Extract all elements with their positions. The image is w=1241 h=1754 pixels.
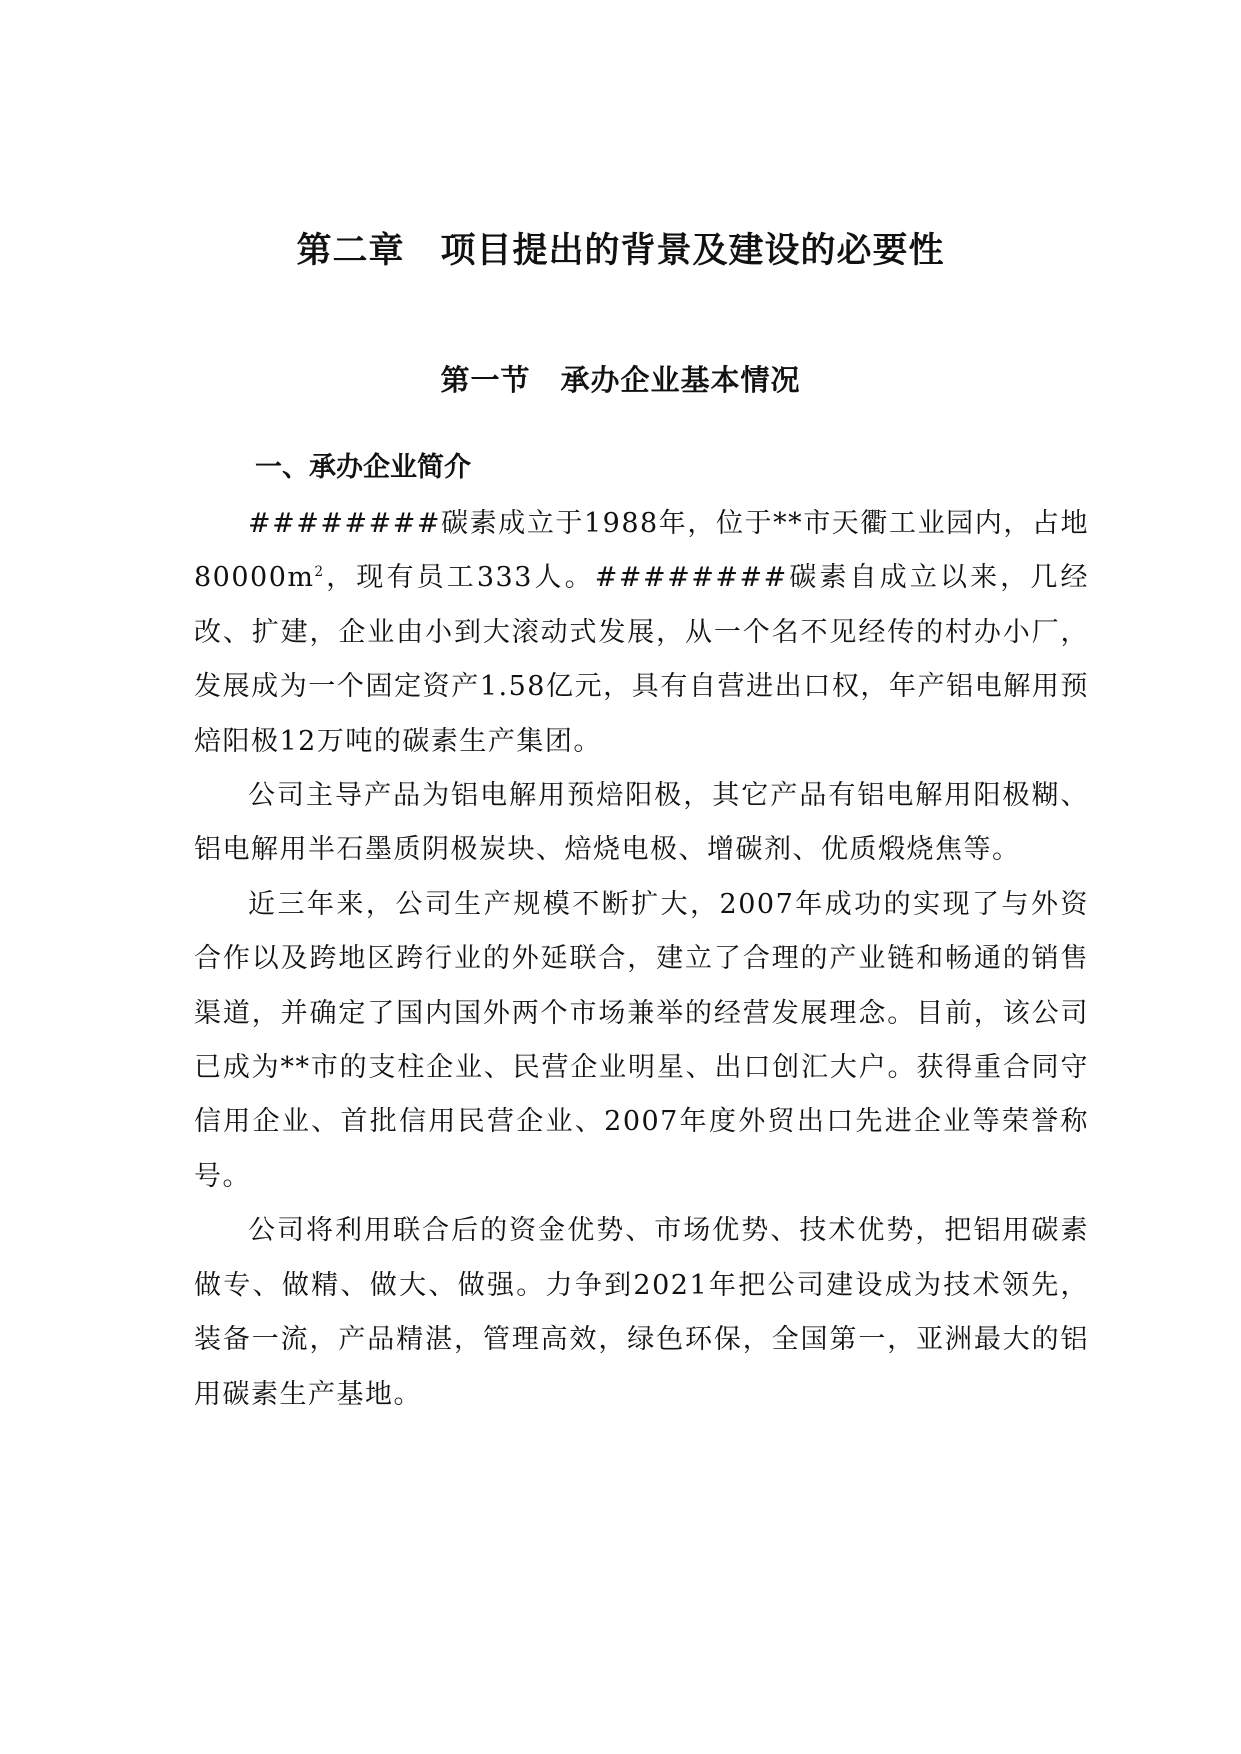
subsection-title: 一、承办企业简介 — [255, 452, 471, 483]
paragraph-text: ，现有员工333人。########碳素自成立以来，几经改、扩建，企业由小到大滚动式发展，从一个名不见经传的村办小厂，发展成为一个固定资产1.58亿元，具有自营进出口权，年产铝电解用预焙阳极12万吨的碳素生产集团。 — [194, 562, 1089, 757]
chapter-title: 第二章 项目提出的背景及建设的必要性 — [296, 231, 945, 271]
paragraph-products: 公司主导产品为铝电解用预焙阳极，其它产品有铝电解用阳极糊、铝电解用半石墨质阴极炭块、焙烧电极、增碳剂、优质煅烧焦等。 — [194, 780, 1089, 866]
paragraph-text: ########碳素成立于1988年，位于**市天衢工业园内，占地80000m — [194, 508, 1089, 594]
paragraph-recent-development: 近三年来，公司生产规模不断扩大，2007年成功的实现了与外资合作以及跨地区跨行业的外延联合，建立了合理的产业链和畅通的销售渠道，并确定了国内国外两个市场兼举的经营发展理念。目前，该公司已成为**市的支柱企业、民营企业明星、出口创汇大户。获得重合同守信用企业、首批信用民营企业、2007年度外贸出口先进企业等荣誉称号。 — [194, 888, 1089, 1192]
body-text — [194, 497, 1089, 1422]
section-title: 第一节 承办企业基本情况 — [440, 363, 801, 397]
superscript: 2 — [314, 564, 325, 581]
paragraph-company-intro — [194, 497, 1089, 769]
paragraph-future-goal: 公司将利用联合后的资金优势、市场优势、技术优势，把铝用碳素做专、做精、做大、做强。力争到2021年把公司建设成为技术领先，装备一流，产品精湛，管理高效，绿色环保，全国第一，亚洲最大的铝用碳素生产基地。 — [194, 1215, 1089, 1410]
